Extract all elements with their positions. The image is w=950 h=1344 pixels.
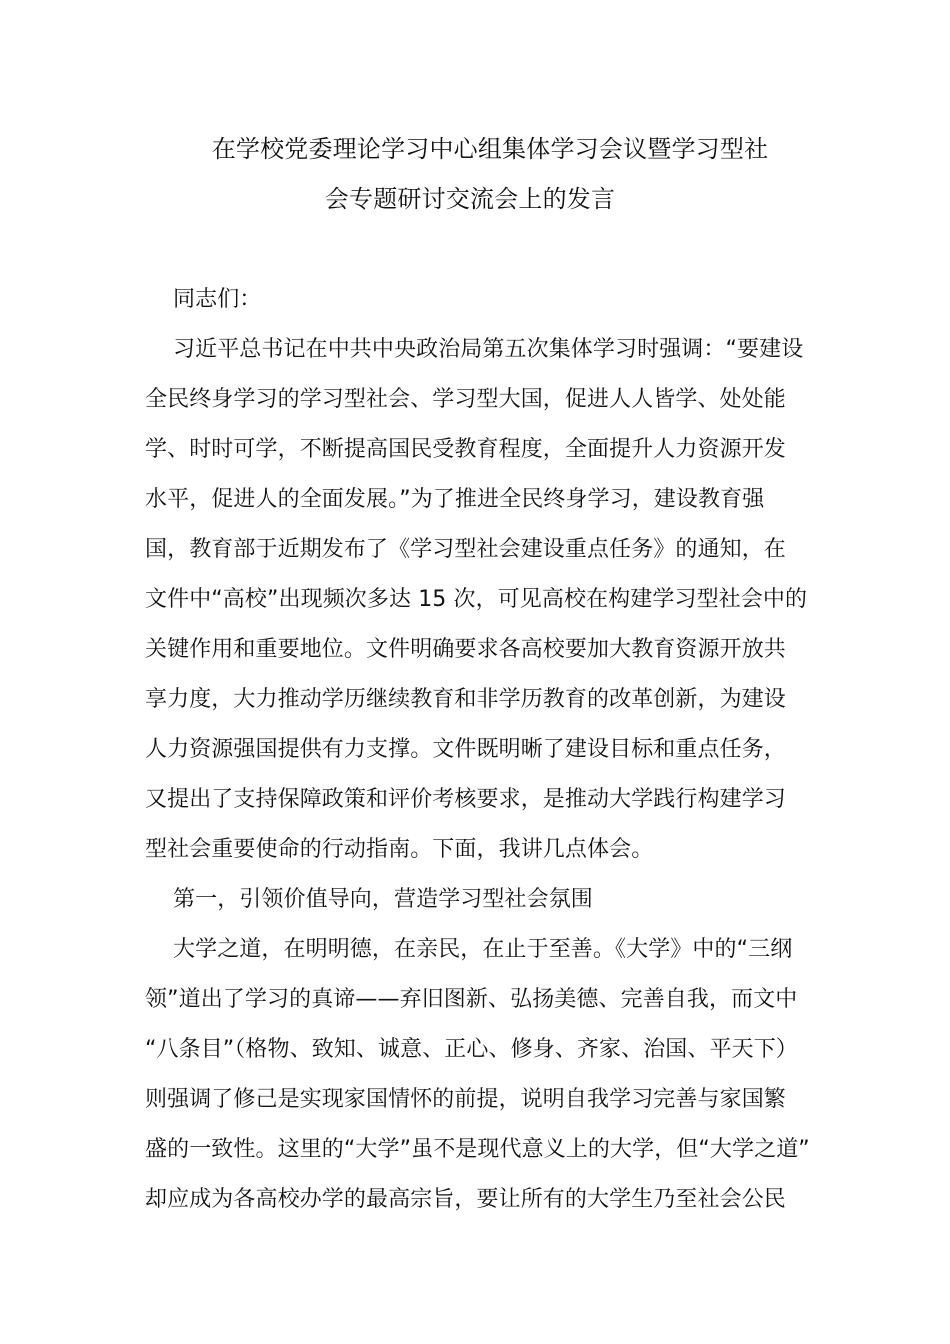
paragraph-line: 人力资源强国提供有力支撑。文件既明晰了建设目标和重点任务， <box>145 737 786 762</box>
paragraph-line: “八条目”（格物、致知、诚意、正心、修身、齐家、治国、平天下） <box>145 1037 798 1062</box>
paragraph-line: 全民终身学习的学习型社会、学习型大国，促进人人皆学、处处能 <box>145 387 786 412</box>
paragraph-line: 又提出了支持保障政策和评价考核要求，是推动大学践行构建学习 <box>145 787 786 812</box>
document-title-line-1: 在学校党委理论学习中心组集体学习会议暨学习型社 <box>211 135 769 163</box>
paragraph-line: 水平，促进人的全面发展。”为了推进全民终身学习，建设教育强 <box>145 487 765 512</box>
paragraph-line: 领”道出了学习的真谛——弃旧图新、弘扬美德、完善自我，而文中 <box>145 987 798 1012</box>
paragraph-line: 盛的一致性。这里的“大学”虽不是现代意义上的大学，但“大学之道” <box>145 1137 810 1162</box>
section-heading: 第一，引领价值导向，营造学习型社会氛围 <box>173 887 593 912</box>
document-body <box>145 285 810 1235</box>
paragraph-line: 型社会重要使命的行动指南。下面，我讲几点体会。 <box>145 837 654 862</box>
paragraph-line: 学、时时可学，不断提高国民受教育程度，全面提升人力资源开发 <box>145 437 786 462</box>
paragraph-line: 习近平总书记在中共中央政治局第五次集体学习时强调：“要建设 <box>173 337 804 362</box>
paragraph-line: 关键作用和重要地位。文件明确要求各高校要加大教育资源开放共 <box>145 637 786 662</box>
paragraph-line: 文件中“高校”出现频次多达 15 次，可见高校在构建学习型社会中的 <box>145 587 808 612</box>
document-title-line-2: 会专题研讨交流会上的发言 <box>324 185 616 213</box>
paragraph-line: 享力度，大力推动学历继续教育和非学历教育的改革创新，为建设 <box>145 687 786 712</box>
paragraph-line: 大学之道，在明明德，在亲民，在止于至善。《大学》中的“三纲 <box>173 937 793 962</box>
paragraph-line: 则强调了修己是实现家国情怀的前提，说明自我学习完善与家国繁 <box>145 1087 786 1112</box>
paragraph-line: 却应成为各高校办学的最高宗旨，要让所有的大学生乃至社会公民 <box>145 1187 786 1212</box>
paragraph-line: 国，教育部于近期发布了《学习型社会建设重点任务》的通知，在 <box>145 537 786 562</box>
salutation: 同志们： <box>173 287 262 312</box>
